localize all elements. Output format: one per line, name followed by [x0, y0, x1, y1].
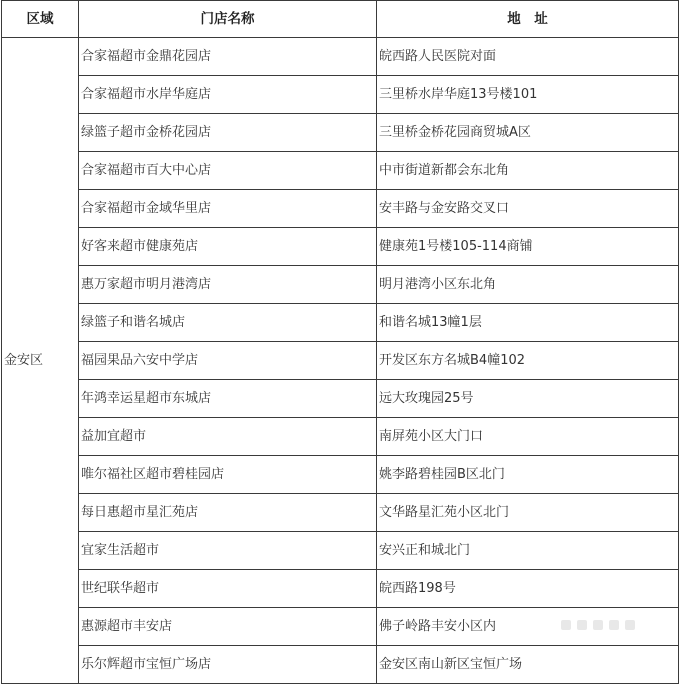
store-name-cell: 宜家生活超市 — [79, 532, 377, 570]
table-row — [2, 418, 679, 456]
address-cell: 三里桥金桥花园商贸城A区 — [377, 114, 679, 152]
header-address: 地 址 — [377, 1, 679, 38]
store-name-cell: 绿篮子和谐名城店 — [79, 304, 377, 342]
table-row — [2, 76, 679, 114]
table-row — [2, 114, 679, 152]
table-row — [2, 266, 679, 304]
table-row — [2, 342, 679, 380]
table-row — [2, 152, 679, 190]
store-name-cell: 唯尔福社区超市碧桂园店 — [79, 456, 377, 494]
store-name-cell: 福园果品六安中学店 — [79, 342, 377, 380]
header-region: 区域 — [2, 1, 79, 38]
address-cell: 皖西路人民医院对面 — [377, 38, 679, 76]
store-name-cell: 合家福超市百大中心店 — [79, 152, 377, 190]
table-header-row — [2, 1, 679, 38]
address-cell: 姚李路碧桂园B区北门 — [377, 456, 679, 494]
store-name-cell: 合家福超市水岸华庭店 — [79, 76, 377, 114]
store-name-cell: 乐尔辉超市宝恒广场店 — [79, 646, 377, 684]
table-row — [2, 456, 679, 494]
address-cell: 佛子岭路丰安小区内 — [377, 608, 679, 646]
address-cell: 和谐名城13幢1层 — [377, 304, 679, 342]
table-row — [2, 380, 679, 418]
table-body — [2, 38, 679, 684]
store-name-cell: 合家福超市金域华里店 — [79, 190, 377, 228]
store-name-cell: 好客来超市健康苑店 — [79, 228, 377, 266]
address-cell: 皖西路198号 — [377, 570, 679, 608]
table-row — [2, 532, 679, 570]
address-cell: 安兴正和城北门 — [377, 532, 679, 570]
store-name-cell: 世纪联华超市 — [79, 570, 377, 608]
table-row — [2, 304, 679, 342]
store-name-cell: 每日惠超市星汇苑店 — [79, 494, 377, 532]
store-name-cell: 合家福超市金鼎花园店 — [79, 38, 377, 76]
store-table — [1, 0, 679, 684]
store-name-cell: 绿篮子超市金桥花园店 — [79, 114, 377, 152]
store-name-cell: 益加宜超市 — [79, 418, 377, 456]
address-cell: 文华路星汇苑小区北门 — [377, 494, 679, 532]
address-cell: 健康苑1号楼105-114商铺 — [377, 228, 679, 266]
address-cell: 金安区南山新区宝恒广场 — [377, 646, 679, 684]
store-name-cell: 惠万家超市明月港湾店 — [79, 266, 377, 304]
region-cell: 金安区 — [2, 38, 79, 684]
table-row — [2, 190, 679, 228]
table-row — [2, 646, 679, 684]
address-cell: 南屏苑小区大门口 — [377, 418, 679, 456]
address-cell: 三里桥水岸华庭13号楼101 — [377, 76, 679, 114]
address-cell: 明月港湾小区东北角 — [377, 266, 679, 304]
watermark — [561, 615, 671, 633]
table-row — [2, 38, 679, 76]
table-row — [2, 570, 679, 608]
table-row — [2, 494, 679, 532]
address-cell: 开发区东方名城B4幢102 — [377, 342, 679, 380]
address-cell: 远大玫瑰园25号 — [377, 380, 679, 418]
header-store-name: 门店名称 — [79, 1, 377, 38]
address-cell: 安丰路与金安路交叉口 — [377, 190, 679, 228]
store-name-cell: 惠源超市丰安店 — [79, 608, 377, 646]
store-name-cell: 年鸿幸运星超市东城店 — [79, 380, 377, 418]
address-cell: 中市街道新都会东北角 — [377, 152, 679, 190]
table-row — [2, 228, 679, 266]
